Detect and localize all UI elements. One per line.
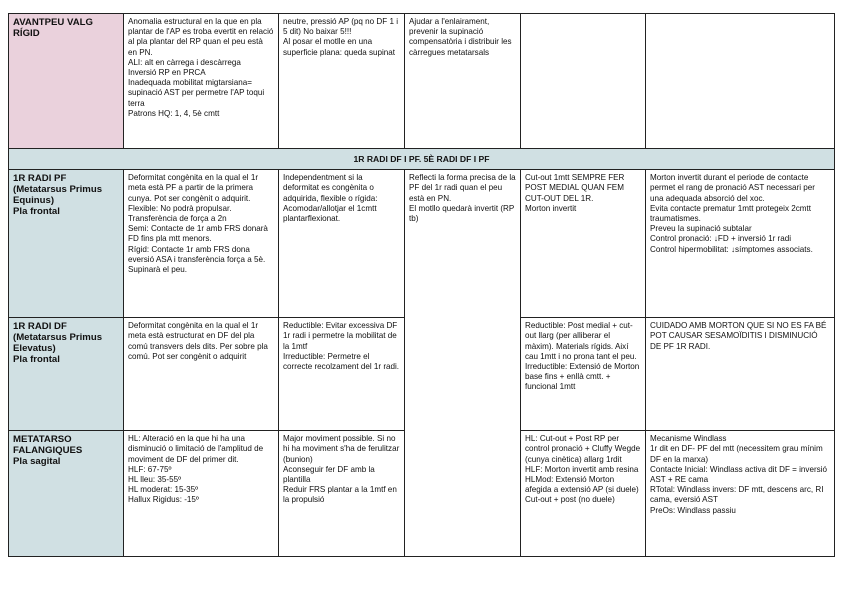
cell-elements: HL: Cut-out + Post RP per control pronació + Cluffy Wegde (cunya cinètica) allarg 1rdit HLF: Morton invertit amb resina HLMod: Extensió Morton afegida a extensió AP (si duele) Cut-out + post (no duele) bbox=[521, 431, 646, 557]
cell-elements: Cut-out 1mtt SEMPRE FER POST MEDIAL QUAN FEM CUT-OUT DEL 1R. Morton invertit bbox=[521, 170, 646, 318]
cell-justification: Mecanisme Windlass 1r dit en DF- PF del mtt (necessitem grau mínim DF en la marxa) Contacte Inicial: Windlass activa dit DF = inversió AST + RE cama RTotal: Windlass invers: DF mtt, descens arc, RI cama, eversió AST PreOs: Windlass passiu bbox=[646, 431, 835, 557]
cell-elements: Reductible: Post medial + cut-out llarg (per alliberar el màxim). Materials rígids. Així cau 1mtt i no prona tant el peu. Irreductible: Extensió de Morton base fins + enllà cmtt. + funcional 1mtt bbox=[521, 318, 646, 431]
row-title-avantpeu: AVANTPEU VALG RÍGID bbox=[9, 14, 124, 149]
cell-definition: HL: Alteració en la que hi ha una disminució o limitació de l'amplitud de moviment de DF del primer dit. HLF: 67-75º HL lleu: 35-55º HL moderat: 15-35º Hallux Rigidus: -15º bbox=[124, 431, 279, 557]
cell-definition: Anomalia estructural en la que en pla plantar de l'AP es troba evertit en relació al pla plantar del RP quan el peu està en PN. ALI: alt en càrrega i descàrrega Inversió RP en PRCA Inadequada mobilitat migtarsiana= supinació AST per permetre l'AP toqui terra Patrons HQ: 1, 4, 5è cmtt bbox=[124, 14, 279, 149]
orthotic-reference-table bbox=[8, 13, 835, 557]
cell-treatment: Major moviment possible. Si no hi ha moviment s'ha de ferulitzar (bunion) Aconseguir fer DF amb la plantilla Reduir FRS plantar a la 1mtf en la propulsió bbox=[279, 431, 405, 557]
row-title-radi-df: 1R RADI DF (Metatarsus Primus Elevatus) Pla frontal bbox=[9, 318, 124, 431]
cell-definition: Deformitat congènita en la qual el 1r meta està PF a partir de la primera cunya. Pot ser congènit o adquirit. Flexible: No podrà propulsar. Transferència de força a 2n Semi: Contacte de 1r amb FRS donarà FD fins pla mtt menors. Rígid: Contacte 1r amb FRS dona eversió ASA i transferència força a 5è. Supinarà el peu. bbox=[124, 170, 279, 318]
section-title: 1R RADI DF I PF. 5È RADI DF I PF bbox=[9, 149, 835, 170]
cell-justification: CUIDADO AMB MORTON QUE SI NO ES FA BÉ POT CAUSAR SESAMOÏDITIS I DISMINUCIÓ DE PF 1R RADI. bbox=[646, 318, 835, 431]
table-row-radi-pf bbox=[9, 170, 835, 318]
cell-objective: Ajudar a l'enlairament, prevenir la supinació compensatòria i distribuir les càrregues metatarsals bbox=[405, 14, 521, 149]
cell-treatment: neutre, pressió AP (pq no DF 1 i 5 dit) No baixar 5!!! Al posar el motlle en una superficie plana: queda supinat bbox=[279, 14, 405, 149]
cell-treatment: Reductible: Evitar excessiva DF 1r radi i permetre la mobilitat de la 1mtf Irreductible: Permetre el correcte recolzament del 1r radi. bbox=[279, 318, 405, 431]
table-row-avantpeu bbox=[9, 14, 835, 149]
cell-justification bbox=[646, 14, 835, 149]
section-header-row bbox=[9, 149, 835, 170]
cell-treatment: Independentment si la deformitat es congènita o adquirida, flexible o rígida: Acomodar/allotjar el 1cmtt plantarflexionat. bbox=[279, 170, 405, 318]
cell-elements bbox=[521, 14, 646, 149]
cell-justification: Morton invertit durant el periode de contacte permet el rang de pronació AST necessari per una adequada absorció del xoc. Evita contacte prematur 1mtt protegeix 2cmtt traumatismes. Preveu la supinació subtalar Control pronació: ↓FD + inversió 1r radi Control hipermobilitat: ↓símptomes associats. bbox=[646, 170, 835, 318]
row-title-radi-pf: 1R RADI PF (Metatarsus Primus Equinus) Pla frontal bbox=[9, 170, 124, 318]
row-title-metatarso: METATARSO FALANGIQUES Pla sagital bbox=[9, 431, 124, 557]
cell-definition: Deformitat congènita en la qual el 1r meta està estructurat en DF del pla comú transvers dels dits. Per sobre pla comú. Pot ser congènit o adquirit bbox=[124, 318, 279, 431]
cell-objective: Reflecti la forma precisa de la PF del 1r radi quan el peu està en PN. El motllo quedarà invertit (RP tb) bbox=[405, 170, 521, 557]
